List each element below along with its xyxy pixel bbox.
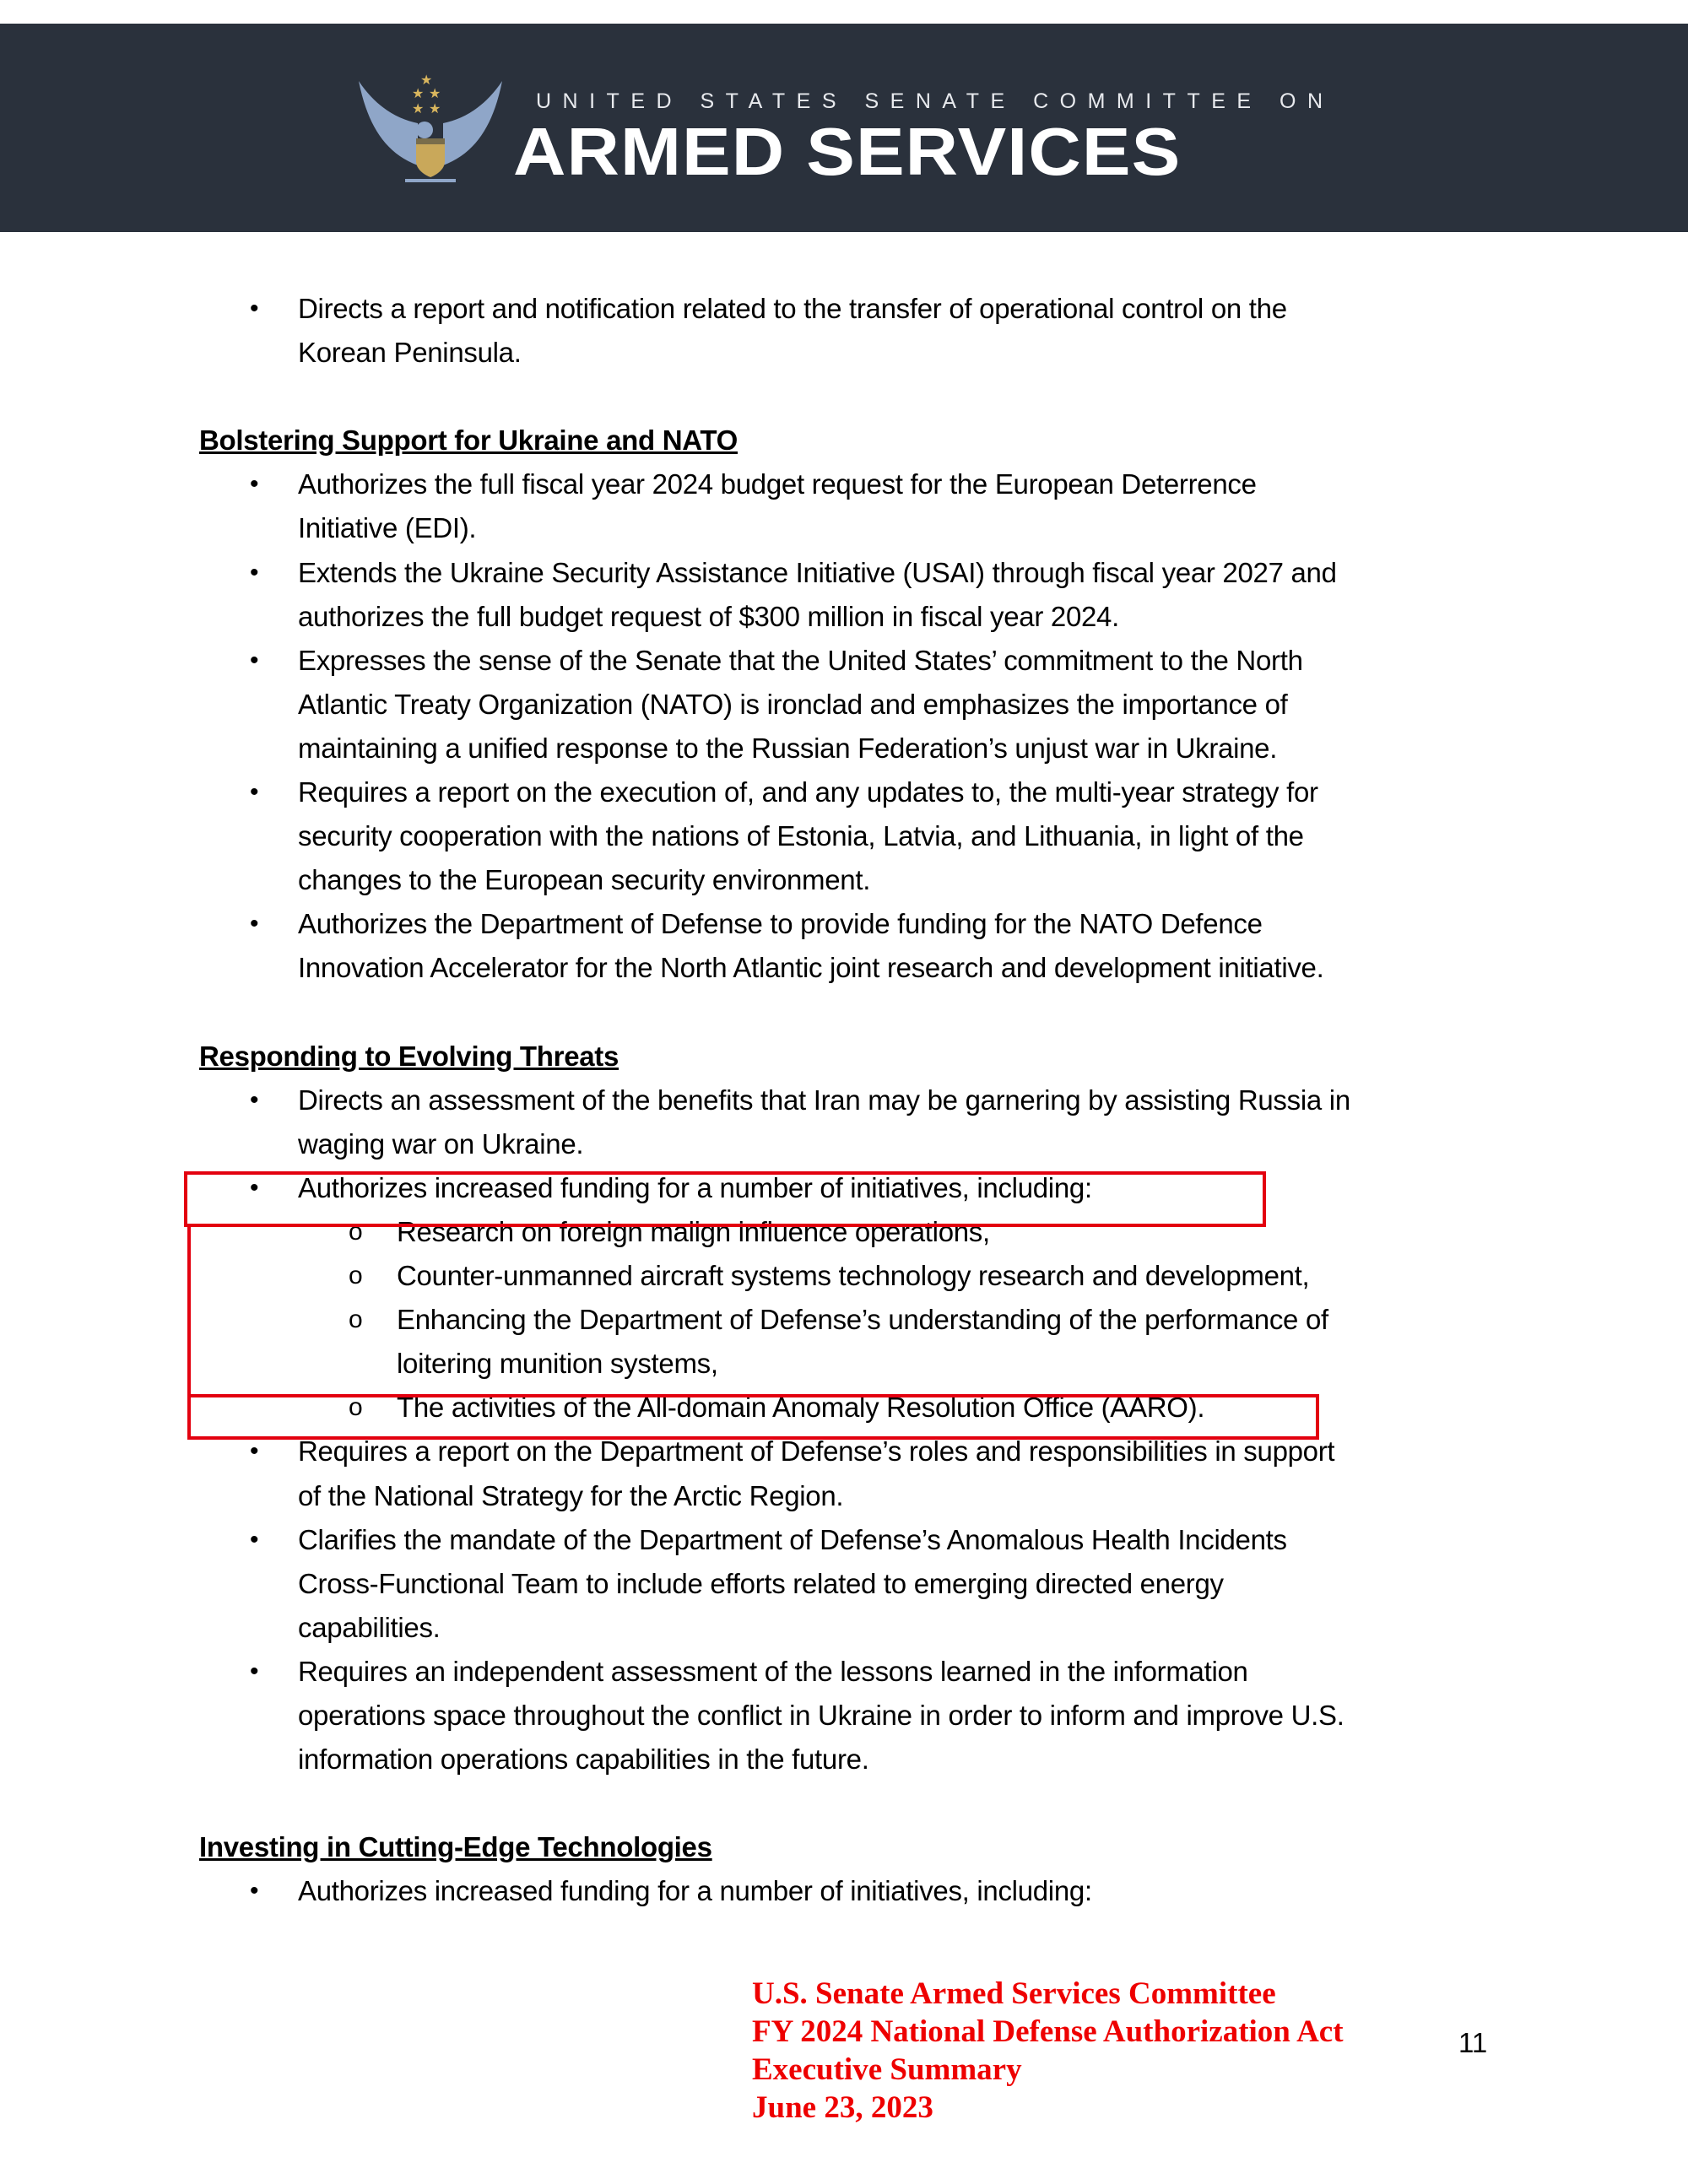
list-item-text: Authorizes the Department of Defense to provide funding for the NATO Defence (298, 908, 1263, 940)
bullet-icon: • (250, 646, 259, 674)
list-item (0, 639, 1688, 683)
section-heading: Bolstering Support for Ukraine and NATO (199, 424, 738, 457)
list-item-continuation: security cooperation with the nations of Estonia, Latvia, and Lithuania, in light of the (298, 820, 1304, 852)
list-item-text: Counter-unmanned aircraft systems technology research and development, (397, 1260, 1310, 1292)
list-item (0, 1078, 1688, 1122)
list-item-continuation: capabilities. (298, 1611, 441, 1643)
page-number: 11 (1458, 2027, 1488, 2058)
list-item-continuation: Atlantic Treaty Organization (NATO) is ironclad and emphasizes the importance of (298, 688, 1288, 720)
bullet-icon: • (250, 1657, 259, 1685)
sub-list-item (0, 1298, 1688, 1342)
list-item-continuation: Initiative (EDI). (298, 512, 477, 544)
svg-text:★: ★ (429, 85, 441, 101)
list-item (0, 1518, 1688, 1562)
footer-line: Executive Summary (752, 2052, 1022, 2087)
section-heading: Responding to Evolving Threats (199, 1040, 619, 1072)
list-item-text: Authorizes increased funding for a number of initiatives, including: (298, 1875, 1092, 1907)
list-item-text: Requires an independent assessment of the lessons learned in the information (298, 1655, 1248, 1687)
list-item-text: Extends the Ukraine Security Assistance Initiative (USAI) through fiscal year 2027 and (298, 556, 1337, 588)
list-item-text: Research on foreign malign influence operations, (397, 1215, 990, 1247)
list-item-text: Clarifies the mandate of the Department of Defense’s Anomalous Health Incidents (298, 1523, 1287, 1555)
svg-text:★: ★ (412, 85, 425, 101)
list-item-text: Authorizes the full fiscal year 2024 budget request for the European Deterrence (298, 468, 1257, 500)
list-item-text: Enhancing the Department of Defense’s understanding of the performance of (397, 1304, 1328, 1336)
bullet-icon: • (250, 558, 259, 587)
eagle-shield-stars-icon (359, 73, 502, 191)
header-banner (0, 24, 1688, 232)
bullet-icon: • (250, 910, 259, 938)
annotation-connector-line (187, 1225, 191, 1396)
list-item-text: Directs an assessment of the benefits that Iran may be garnering by assisting Russia in (298, 1084, 1350, 1116)
list-item-continuation: maintaining a unified response to the Russian Federation’s unjust war in Ukraine. (298, 732, 1278, 764)
svg-text:★: ★ (429, 100, 441, 116)
list-item-continuation: of the National Strategy for the Arctic Region. (298, 1479, 844, 1511)
bullet-icon: • (250, 1525, 259, 1554)
bullet-icon: • (250, 1437, 259, 1466)
document-body (0, 287, 1688, 1913)
bullet-icon: • (250, 470, 259, 499)
annotation-box-funding (184, 1171, 1266, 1227)
svg-text:★: ★ (420, 73, 433, 88)
list-item-text: Authorizes increased funding for a number of initiatives, including: (298, 1171, 1092, 1203)
bullet-icon: • (250, 1085, 259, 1114)
list-item-continuation: waging war on Ukraine. (298, 1127, 584, 1160)
list-item-text: Requires a report on the execution of, and any updates to, the multi-year strategy for (298, 776, 1318, 808)
list-item (0, 287, 1688, 331)
footer-line: FY 2024 National Defense Authorization Act (752, 2014, 1344, 2049)
bullet-icon: • (250, 295, 259, 322)
list-item-continuation: changes to the European security environment. (298, 864, 871, 896)
list-item-continuation: operations space throughout the conflict in Ukraine in order to inform and improve U.S. (298, 1700, 1344, 1731)
list-item-text: The activities of the All-domain Anomaly Resolution Office (AARO). (397, 1392, 1205, 1424)
list-item-continuation: Korean Peninsula. (298, 337, 522, 369)
blank-line (0, 375, 1688, 419)
list-item-text: Directs a report and notification related to the transfer of operational control on the (298, 293, 1287, 324)
sub-list-item (0, 1254, 1688, 1298)
footer-line: U.S. Senate Armed Services Committee (752, 1976, 1276, 2011)
list-item (0, 551, 1688, 595)
bullet-icon: • (250, 1173, 259, 1202)
circle-bullet-icon: o (349, 1262, 363, 1290)
circle-bullet-icon: o (349, 1306, 363, 1334)
list-item (0, 1650, 1688, 1694)
list-item (0, 770, 1688, 814)
header-subtitle: UNITED STATES SENATE COMMITTEE ON (536, 89, 1334, 113)
annotation-box-aaro (187, 1394, 1319, 1440)
list-item-continuation: Innovation Accelerator for the North Atlantic joint research and development initiative. (298, 952, 1324, 984)
header-title: ARMED SERVICES (513, 114, 1182, 189)
footer-line: June 23, 2023 (752, 2090, 933, 2125)
list-item (0, 1869, 1688, 1913)
bullet-icon: • (250, 778, 259, 807)
blank-line (0, 991, 1688, 1035)
list-item-text: Requires a report on the Department of Defense’s roles and responsibilities in support (298, 1435, 1335, 1468)
list-item-continuation: loitering munition systems, (397, 1348, 718, 1380)
list-item-continuation: information operations capabilities in the future. (298, 1743, 869, 1776)
svg-text:★: ★ (412, 100, 425, 116)
list-item-text: Expresses the sense of the Senate that the United States’ commitment to the North (298, 644, 1303, 676)
circle-bullet-icon: o (349, 1393, 363, 1422)
section-heading: Investing in Cutting-Edge Technologies (199, 1831, 712, 1863)
list-item (0, 462, 1688, 506)
footer-citation (752, 1975, 1344, 2127)
list-item-continuation: authorizes the full budget request of $300 million in fiscal year 2024. (298, 600, 1119, 632)
list-item-continuation: Cross-Functional Team to include efforts related to emerging directed energy (298, 1567, 1224, 1599)
circle-bullet-icon: o (349, 1217, 363, 1246)
blank-line (0, 1781, 1688, 1825)
list-item (0, 902, 1688, 946)
bullet-icon: • (250, 1877, 259, 1906)
